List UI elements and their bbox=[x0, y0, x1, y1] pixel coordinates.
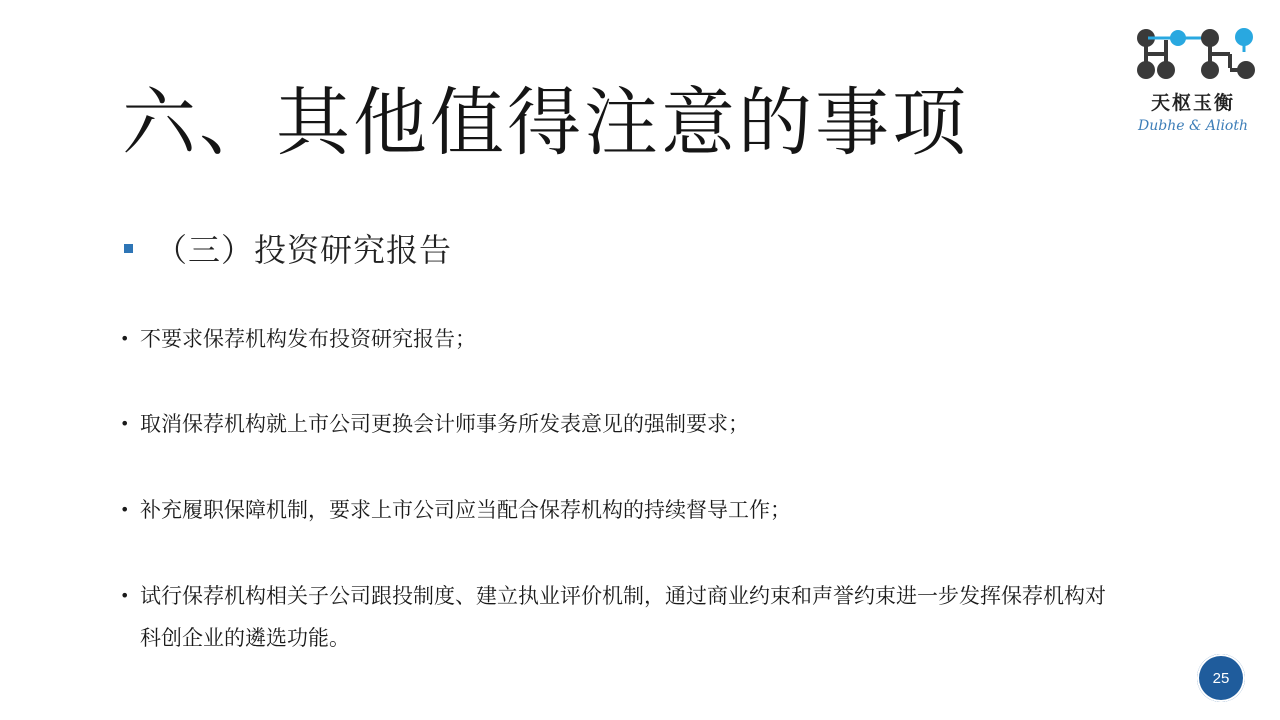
bullet-dot-icon: • bbox=[120, 414, 130, 433]
bullet-dot-icon: • bbox=[120, 586, 130, 605]
logo-mark-icon bbox=[1128, 24, 1258, 86]
list-item-text: 取消保荐机构就上市公司更换会计师事务所发表意见的强制要求； bbox=[140, 412, 749, 436]
slide-title: 六、其他值得注意的事项 bbox=[122, 80, 969, 166]
list-item-text: 试行保荐机构相关子公司跟投制度、建立执业评价机制，通过商业约束和声誉约束进一步发挥保荐机构对科创企业的遴选功能。 bbox=[140, 584, 1106, 650]
square-bullet-icon bbox=[124, 244, 133, 253]
list-item bbox=[120, 575, 1120, 659]
logo-english-name: Dubhe & Alioth bbox=[1137, 118, 1248, 134]
list-item-text: 补充履职保障机制，要求上市公司应当配合保荐机构的持续督导工作； bbox=[140, 498, 791, 522]
section-heading-text: （三）投资研究报告 bbox=[155, 231, 453, 269]
list-item bbox=[120, 489, 1120, 531]
list-item bbox=[120, 403, 1120, 445]
logo-chinese-name: 天枢玉衡 bbox=[1150, 92, 1235, 114]
list-item-text: 不要求保荐机构发布投资研究报告； bbox=[140, 327, 476, 351]
company-logo bbox=[1128, 24, 1258, 139]
bullet-dot-icon: • bbox=[120, 500, 130, 519]
list-item bbox=[120, 318, 1120, 360]
page-number: 25 bbox=[1212, 669, 1230, 687]
section-heading bbox=[124, 226, 452, 270]
page-number-badge bbox=[1197, 654, 1245, 702]
bullet-dot-icon: • bbox=[120, 329, 130, 348]
